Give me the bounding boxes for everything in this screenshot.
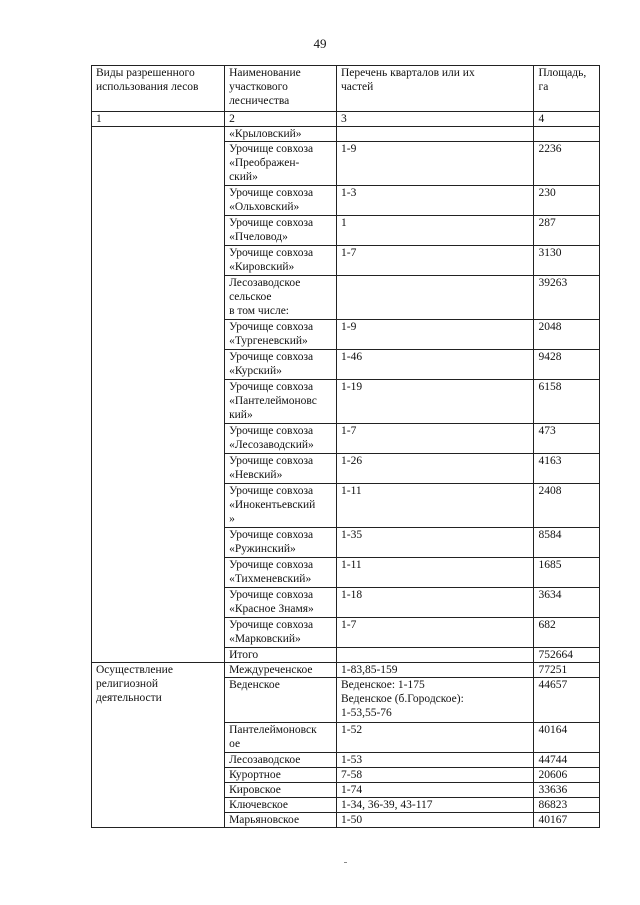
quarters-cell: 1-18 xyxy=(337,588,534,618)
forestry-name-cell: Междуреченское xyxy=(225,663,337,678)
forestry-name-cell: Урочище совхоза «Марковский» xyxy=(225,618,337,648)
quarters-cell xyxy=(337,127,534,142)
area-cell: 86823 xyxy=(534,798,600,813)
column-number: 4 xyxy=(534,112,600,127)
header-forestry-name: Наименование участкового лесничества xyxy=(225,66,337,112)
area-cell: 1685 xyxy=(534,558,600,588)
column-number: 3 xyxy=(337,112,534,127)
header-use-type: Виды разрешенного использования лесов xyxy=(92,66,225,112)
forestry-name-cell: Урочище совхоза «Красное Знамя» xyxy=(225,588,337,618)
table-row xyxy=(92,663,600,678)
page-number: 49 xyxy=(313,36,327,51)
forestry-name-cell: Кировское xyxy=(225,783,337,798)
forestry-name-cell: Лесозаводское сельское в том числе: xyxy=(225,276,337,320)
forestry-name-cell: Урочище совхоза «Преображен- ский» xyxy=(225,142,337,186)
forestry-name-cell: Урочище совхоза «Инокентьевский » xyxy=(225,484,337,528)
quarters-cell: 1-7 xyxy=(337,246,534,276)
area-cell: 44744 xyxy=(534,753,600,768)
quarters-cell: 1-34, 36-39, 43-117 xyxy=(337,798,534,813)
area-cell: 3130 xyxy=(534,246,600,276)
forestry-name-cell: Урочище совхоза «Тургеневский» xyxy=(225,320,337,350)
area-cell: 6158 xyxy=(534,380,600,424)
quarters-cell: 1-7 xyxy=(337,618,534,648)
quarters-cell: 1-3 xyxy=(337,186,534,216)
forestry-name-cell: Урочище совхоза «Невский» xyxy=(225,454,337,484)
area-cell: 20606 xyxy=(534,768,600,783)
quarters-cell: 7-58 xyxy=(337,768,534,783)
quarters-cell: 1-11 xyxy=(337,484,534,528)
table-header-row xyxy=(92,66,600,112)
forestry-name-cell: Марьяновское xyxy=(225,813,337,828)
area-cell: 3634 xyxy=(534,588,600,618)
quarters-cell: 1-50 xyxy=(337,813,534,828)
forestry-name-cell: Веденское xyxy=(225,678,337,723)
area-cell: 473 xyxy=(534,424,600,454)
area-cell: 33636 xyxy=(534,783,600,798)
area-cell: 752664 xyxy=(534,648,600,663)
quarters-cell: 1-26 xyxy=(337,454,534,484)
forestry-name-cell: Итого xyxy=(225,648,337,663)
quarters-cell: 1-7 xyxy=(337,424,534,454)
quarters-cell: 1-74 xyxy=(337,783,534,798)
quarters-cell: 1-83,85-159 xyxy=(337,663,534,678)
area-cell: 44657 xyxy=(534,678,600,723)
header-quarters: Перечень кварталов или их частей xyxy=(337,66,534,112)
quarters-cell: 1-46 xyxy=(337,350,534,380)
forestry-name-cell: Урочище совхоза «Пчеловод» xyxy=(225,216,337,246)
forestry-name-cell: Урочище совхоза «Ольховский» xyxy=(225,186,337,216)
forestry-name-cell: Лесозаводское xyxy=(225,753,337,768)
area-cell: 40164 xyxy=(534,723,600,753)
quarters-cell: 1-9 xyxy=(337,142,534,186)
quarters-cell: 1-19 xyxy=(337,380,534,424)
area-cell: 4163 xyxy=(534,454,600,484)
table-row xyxy=(92,127,600,142)
area-cell: 230 xyxy=(534,186,600,216)
quarters-cell: 1-53 xyxy=(337,753,534,768)
area-cell: 2048 xyxy=(534,320,600,350)
column-numbering-row xyxy=(92,112,600,127)
forestry-name-cell: Урочище совхоза «Кировский» xyxy=(225,246,337,276)
forestry-name-cell: Урочище совхоза «Лесозаводский» xyxy=(225,424,337,454)
scan-mark xyxy=(344,862,347,863)
forestry-name-cell: Урочище совхоза «Ружинский» xyxy=(225,528,337,558)
area-cell xyxy=(534,127,600,142)
forestry-name-cell: Урочище совхоза «Пантелеймоновс кий» xyxy=(225,380,337,424)
forestry-name-cell: Пантелеймоновск ое xyxy=(225,723,337,753)
forestry-name-cell: Курортное xyxy=(225,768,337,783)
forestry-name-cell: «Крыловский» xyxy=(225,127,337,142)
quarters-cell: 1-11 xyxy=(337,558,534,588)
quarters-cell: 1-52 xyxy=(337,723,534,753)
area-cell: 40167 xyxy=(534,813,600,828)
header-area: Площадь, га xyxy=(534,66,600,112)
area-cell: 77251 xyxy=(534,663,600,678)
forestry-name-cell: Урочище совхоза «Курский» xyxy=(225,350,337,380)
area-cell: 39263 xyxy=(534,276,600,320)
quarters-cell xyxy=(337,276,534,320)
area-cell: 682 xyxy=(534,618,600,648)
quarters-cell: 1 xyxy=(337,216,534,246)
quarters-cell: Веденское: 1-175 Веденское (б.Городское): 1-53,55-76 xyxy=(337,678,534,723)
forest-use-table xyxy=(91,65,600,828)
area-cell: 287 xyxy=(534,216,600,246)
quarters-cell: 1-9 xyxy=(337,320,534,350)
quarters-cell: 1-35 xyxy=(337,528,534,558)
column-number: 1 xyxy=(92,112,225,127)
use-type-cell: Осуществление религиозной деятельности xyxy=(92,663,225,828)
forestry-name-cell: Урочище совхоза «Тихменевский» xyxy=(225,558,337,588)
area-cell: 2236 xyxy=(534,142,600,186)
area-cell: 2408 xyxy=(534,484,600,528)
area-cell: 8584 xyxy=(534,528,600,558)
area-cell: 9428 xyxy=(534,350,600,380)
forestry-name-cell: Ключевское xyxy=(225,798,337,813)
quarters-cell xyxy=(337,648,534,663)
use-type-cell xyxy=(92,127,225,663)
column-number: 2 xyxy=(225,112,337,127)
